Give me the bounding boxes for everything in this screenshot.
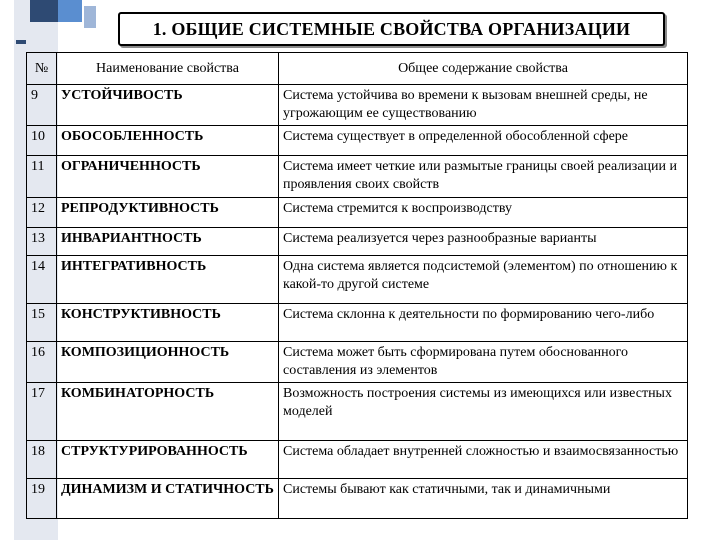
slide-title: 1. ОБЩИЕ СИСТЕМНЫЕ СВОЙСТВА ОРГАНИЗАЦИИ (152, 18, 631, 39)
row-number: 14 (27, 256, 57, 304)
table-row (27, 156, 688, 198)
row-number: 10 (27, 126, 57, 156)
property-description: Система устойчива во времени к вызовам внешней среды, не угрожающим ее существованию (279, 85, 688, 126)
row-number: 13 (27, 228, 57, 256)
table-row (27, 126, 688, 156)
slide-decoration-square (30, 0, 60, 22)
column-header-number: № (27, 53, 57, 85)
property-description: Система может быть сформирована путем обоснованного составления из элементов (279, 342, 688, 383)
property-name: УСТОЙЧИВОСТЬ (57, 85, 279, 126)
property-name: ИНТЕГРАТИВНОСТЬ (57, 256, 279, 304)
slide-decoration-bullet (16, 40, 26, 44)
row-number: 9 (27, 85, 57, 126)
slide-title-box (118, 12, 665, 46)
table-header-row (27, 53, 688, 85)
slide-decoration-square (84, 6, 96, 28)
row-number: 12 (27, 198, 57, 228)
property-description: Одна система является подсистемой (элементом) по отношению к какой-то другой системе (279, 256, 688, 304)
property-name: ОБОСОБЛЕННОСТЬ (57, 126, 279, 156)
property-description: Система существует в определенной обособленной сфере (279, 126, 688, 156)
property-name: СТРУКТУРИРОВАННОСТЬ (57, 441, 279, 479)
column-header-name: Наименование свойства (57, 53, 279, 85)
column-header-description: Общее содержание свойства (279, 53, 688, 85)
slide-decoration-square (58, 0, 82, 22)
row-number: 17 (27, 383, 57, 441)
row-number: 15 (27, 304, 57, 342)
property-name: КОМПОЗИЦИОННОСТЬ (57, 342, 279, 383)
property-name: ИНВАРИАНТНОСТЬ (57, 228, 279, 256)
table-row (27, 342, 688, 383)
table-row (27, 383, 688, 441)
table-row (27, 441, 688, 479)
property-description: Система склонна к деятельности по формированию чего-либо (279, 304, 688, 342)
row-number: 11 (27, 156, 57, 198)
property-description: Система имеет четкие или размытые границы своей реализации и проявления своих свойств (279, 156, 688, 198)
property-description: Возможность построения системы из имеющихся или известных моделей (279, 383, 688, 441)
table-row (27, 228, 688, 256)
table-row (27, 85, 688, 126)
property-name: РЕПРОДУКТИВНОСТЬ (57, 198, 279, 228)
property-name: ОГРАНИЧЕННОСТЬ (57, 156, 279, 198)
table-row (27, 479, 688, 519)
property-description: Система обладает внутренней сложностью и взаимосвязанностью (279, 441, 688, 479)
row-number: 18 (27, 441, 57, 479)
property-description: Системы бывают как статичными, так и динамичными (279, 479, 688, 519)
property-name: ДИНАМИЗМ И СТАТИЧНОСТЬ (57, 479, 279, 519)
property-name: КОНСТРУКТИВНОСТЬ (57, 304, 279, 342)
property-description: Система стремится к воспроизводству (279, 198, 688, 228)
table-row (27, 198, 688, 228)
property-name: КОМБИНАТОРНОСТЬ (57, 383, 279, 441)
table-row (27, 256, 688, 304)
row-number: 16 (27, 342, 57, 383)
property-description: Система реализуется через разнообразные варианты (279, 228, 688, 256)
table-row (27, 304, 688, 342)
row-number: 19 (27, 479, 57, 519)
properties-table (26, 52, 688, 519)
